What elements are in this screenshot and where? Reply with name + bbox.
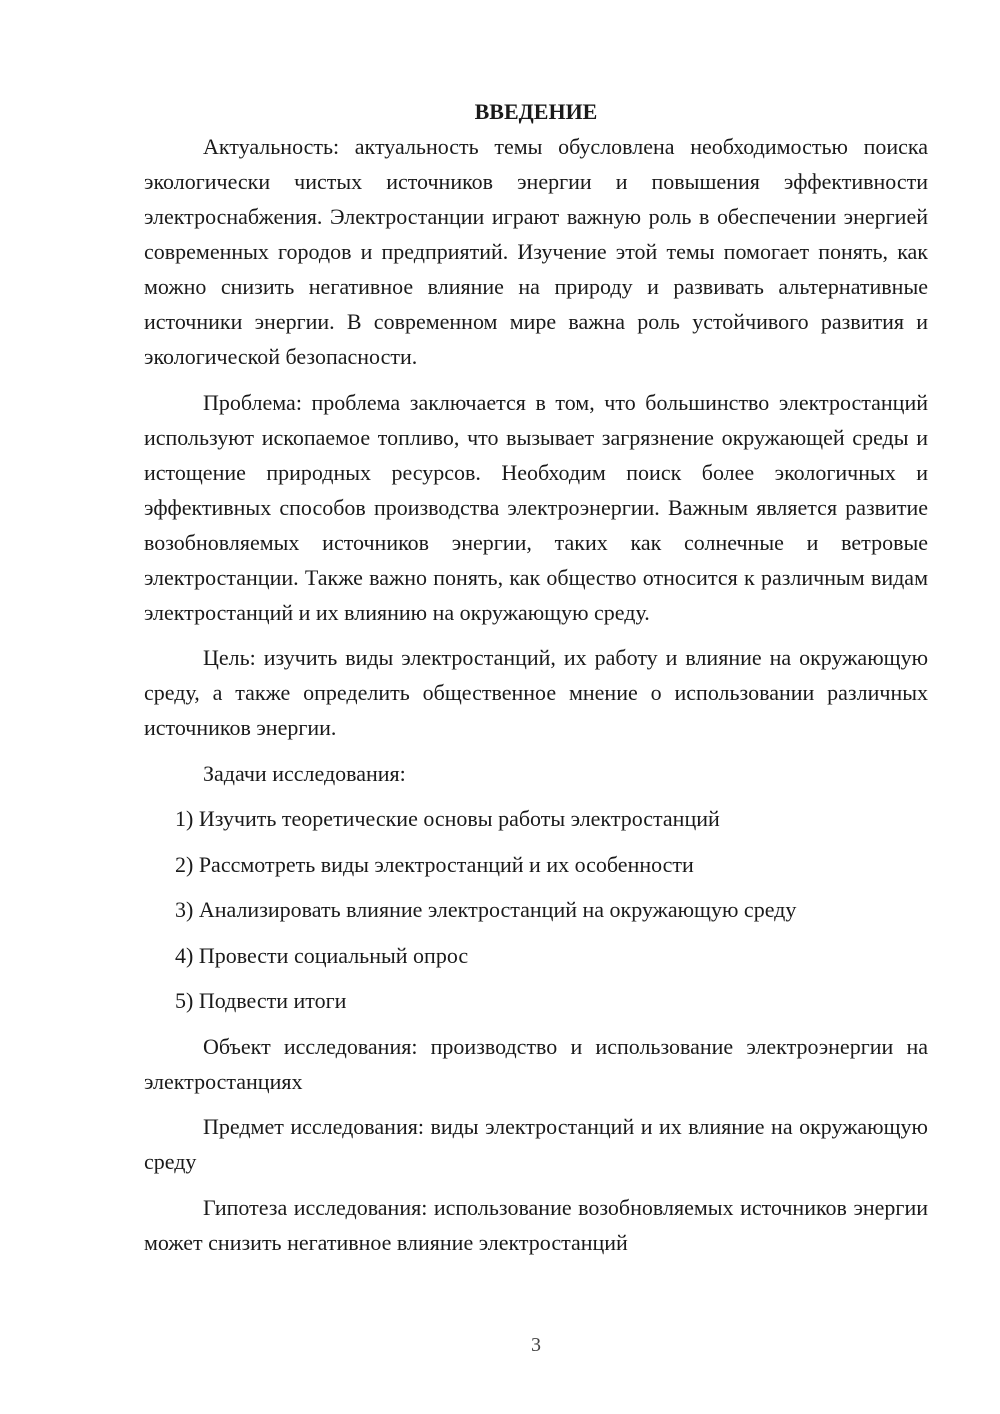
relevance-paragraph: Актуальность: актуальность темы обусловлена необходимостью поиска экологически чистых источников энергии и повышения эффективности электроснабжения. Электростанции играют важную роль в обеспечении энергией современных городов и предприятий. Изучение этой темы помогает понять, как можно снизить негативное влияние на природу и развивать альтернативные источники энергии. В современном мире важна роль устойчивого развития и экологической безопасности. <box>144 134 928 369</box>
task-item-3: 3) Анализировать влияние электростанций на окружающую среду <box>175 897 797 922</box>
tasks-list <box>144 801 928 1018</box>
goal-paragraph: Цель: изучить виды электростанций, их работу и влияние на окружающую среду, а также определить общественное мнение о использовании различных источников энергии. <box>144 645 928 740</box>
page-number: 3 <box>531 1334 541 1356</box>
task-item-1: 1) Изучить теоретические основы работы электростанций <box>175 806 720 831</box>
task-item-4: 4) Провести социальный опрос <box>175 942 469 968</box>
hypothesis-paragraph: Гипотеза исследования: использование возобновляемых источников энергии может снизить негативное влияние электростанций <box>144 1194 928 1255</box>
object-paragraph: Объект исследования: производство и использование электроэнергии на электростанциях <box>144 1033 928 1094</box>
page-content <box>144 94 928 1270</box>
subject-paragraph: Предмет исследования: виды электростанций и их влияние на окружающую среду <box>144 1114 928 1174</box>
tasks-heading: Задачи исследования: <box>203 760 406 786</box>
task-item-2: 2) Рассмотреть виды электростанций и их особенности <box>175 851 694 877</box>
task-item-5: 5) Подвести итоги <box>175 988 347 1013</box>
problem-paragraph: Проблема: проблема заключается в том, что большинство электростанций используют ископаемое топливо, что вызывает загрязнение окружающей среды и истощение природных ресурсов. Необходим поиск более экологичных и эффективных способов производства электроэнергии. Важным является развитие возобновляемых источников энергии, таких как солнечные и ветровые электростанции. Также важно понять, как общество относится к различным видам электростанций и их влиянию на окружающую среду. <box>144 389 928 625</box>
page-title: ВВЕДЕНИЕ <box>474 99 598 124</box>
